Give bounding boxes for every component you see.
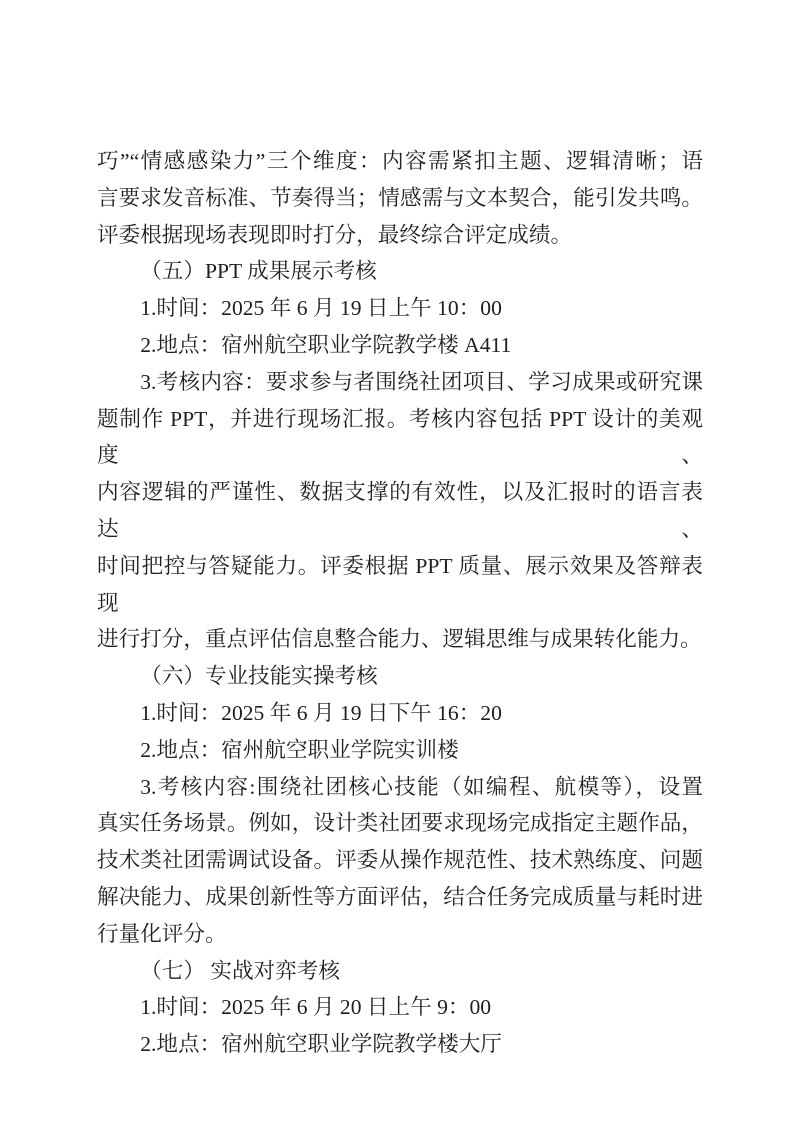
text-line: 技术类社团需调试设备。评委从操作规范性、技术熟练度、问题 [97, 848, 703, 873]
item-section-5-location [97, 327, 703, 364]
heading-section-5-ppt-showcase [97, 253, 703, 290]
section-heading-line: （五）PPT 成果展示考核 [140, 259, 377, 284]
section-heading-line: （七） 实战对弈考核 [140, 958, 340, 983]
text-line: 1.时间：2025 年 6 月 20 日上午 9：00 [140, 995, 492, 1020]
text-line: 言要求发音标准、节奏得当；情感需与文本契合，能引发共鸣。 [97, 185, 703, 210]
text-line: 进行打分，重点评估信息整合能力、逻辑思维与成果转化能力。 [97, 627, 702, 652]
text-line: 1.时间：2025 年 6 月 19 日下午 16：20 [140, 700, 502, 725]
item-section-7-location [97, 1026, 703, 1063]
text-line: 时间把控与答疑能力。评委根据 PPT 质量、展示效果及答辩表现 [97, 553, 703, 615]
text-line: 3.考核内容：要求参与者围绕社团项目、学习成果或研究课 [140, 369, 703, 394]
text-line: 解决能力、成果创新性等方面评估，结合任务完成质量与耗时进 [97, 884, 703, 909]
text-line: 巧”“情感感染力”三个维度：内容需紧扣主题、逻辑清晰；语 [97, 149, 703, 173]
item-section-6-content [97, 769, 703, 953]
text-line: 3.考核内容:围绕社团核心技能（如编程、航模等），设置 [140, 774, 703, 799]
section-heading-line: （六）专业技能实操考核 [140, 664, 378, 689]
paragraph-recitation-criteria-continuation [97, 143, 703, 253]
text-line: 真实任务场景。例如，设计类社团要求现场完成指定主题作品， [97, 811, 703, 836]
text-line: 1.时间：2025 年 6 月 19 日上午 10：00 [140, 296, 502, 321]
document-text-block [97, 143, 703, 1063]
item-section-6-time [97, 695, 703, 732]
item-section-5-content [97, 364, 703, 658]
text-line: 2.地点：宿州航空职业学院教学楼 A411 [140, 332, 512, 357]
heading-section-6-skill-practice [97, 658, 703, 695]
item-section-7-time [97, 989, 703, 1026]
item-section-5-time [97, 290, 703, 327]
text-line: 题制作 PPT，并进行现场汇报。考核内容包括 PPT 设计的美观度、 [97, 406, 703, 468]
text-line: 2.地点：宿州航空职业学院教学楼大厅 [140, 1032, 502, 1057]
text-line: 评委根据现场表现即时打分，最终综合评定成绩。 [97, 222, 573, 247]
text-line: 2.地点：宿州航空职业学院实训楼 [140, 737, 459, 762]
text-line: 行量化评分。 [97, 921, 227, 946]
item-section-6-location [97, 732, 703, 769]
text-line: 内容逻辑的严谨性、数据支撑的有效性，以及汇报时的语言表达、 [97, 480, 703, 541]
heading-section-7-battle-match [97, 953, 703, 990]
